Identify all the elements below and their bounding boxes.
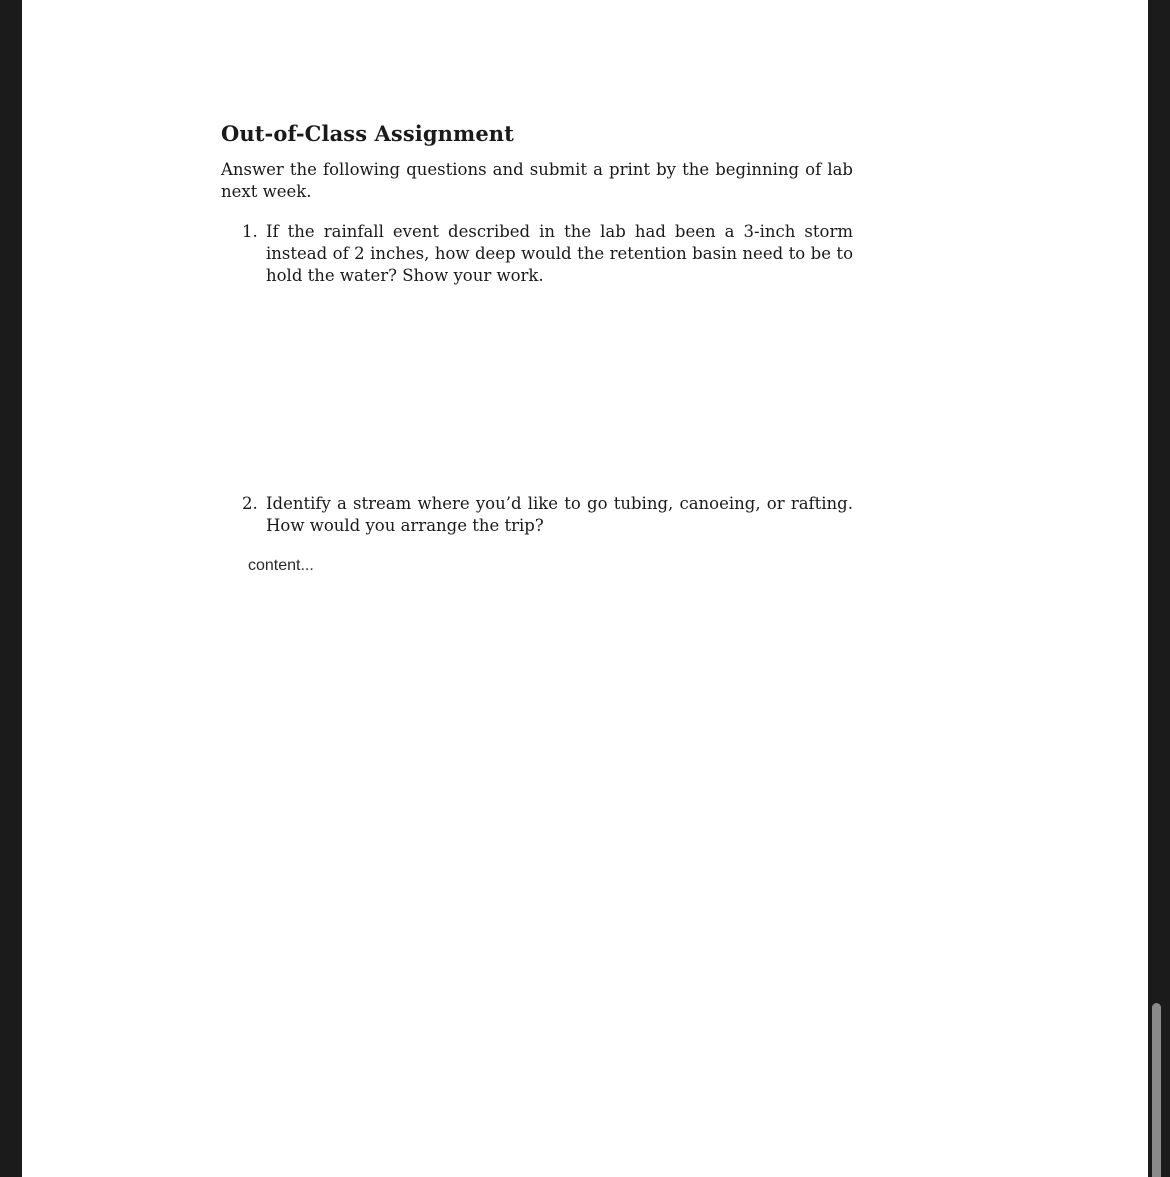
question-number: 1. [242, 222, 258, 241]
question-item [221, 221, 853, 287]
scrollbar-track[interactable] [1148, 0, 1170, 1177]
question-number: 2. [242, 494, 258, 513]
assignment-instructions: Answer the following questions and submit a print by the beginning of lab next week. [221, 160, 853, 201]
question-text: If the rainfall event described in the lab had been a 3-inch storm instead of 2 inches, how deep would the retention basin need to be to hold the water? Show your work. [266, 222, 853, 285]
document-page [22, 0, 1148, 1177]
section-heading: Out-of-Class Assignment [221, 121, 514, 146]
question-list [221, 221, 853, 537]
page-content [221, 119, 853, 577]
question-item [221, 493, 853, 537]
question-text: Identify a stream where you’d like to go tubing, canoeing, or rafting. How would you arrange the trip? [266, 494, 853, 535]
scrollbar-thumb[interactable] [1152, 1003, 1161, 1177]
answer-content[interactable]: content... [248, 557, 314, 574]
